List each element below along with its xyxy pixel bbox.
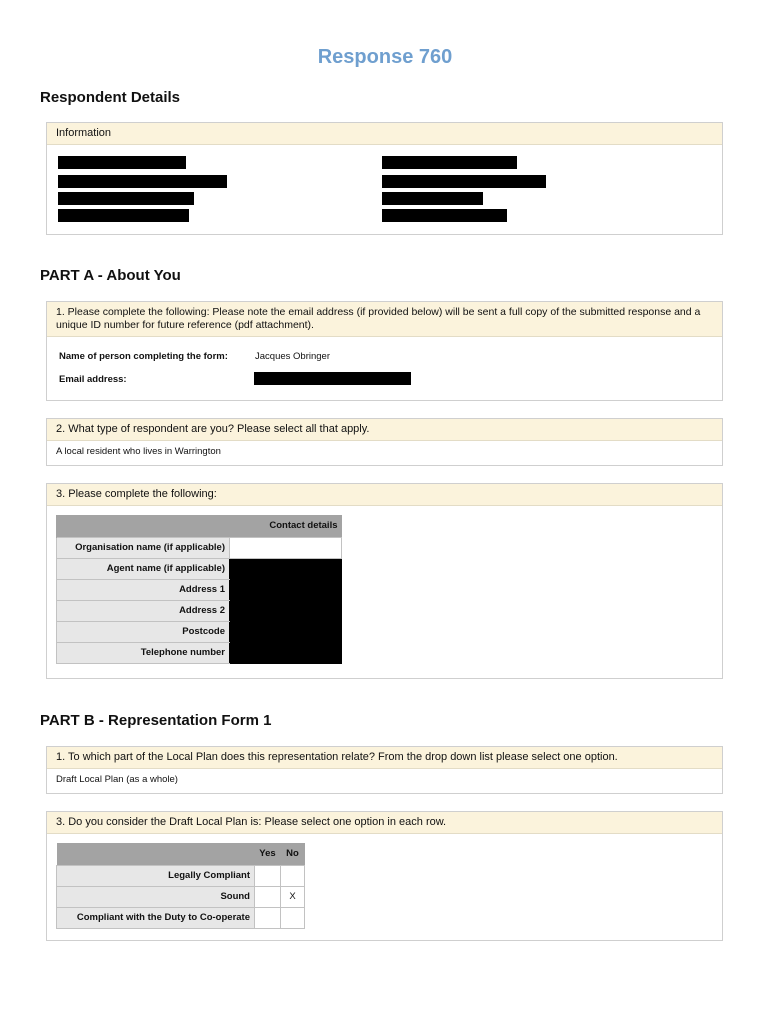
yes-cell — [255, 907, 281, 928]
no-cell: X — [281, 886, 305, 907]
redacted-cell — [230, 558, 342, 579]
redacted-block — [382, 175, 546, 188]
no-column-header: No — [281, 843, 305, 865]
row-label: Telephone number — [57, 642, 230, 663]
table-header-blank — [57, 515, 230, 537]
name-label: Name of person completing the form: — [59, 351, 228, 362]
table-row — [57, 886, 305, 907]
redacted-block — [382, 192, 483, 205]
contact-details-header: Contact details — [230, 515, 342, 537]
question-header: 1. To which part of the Local Plan does this representation relate? From the drop down list please select one option. — [47, 747, 722, 769]
question-header: 2. What type of respondent are you? Please select all that apply. — [47, 419, 722, 441]
no-cell — [281, 865, 305, 886]
answer-text: Draft Local Plan (as a whole) — [56, 774, 178, 785]
redacted-block — [382, 209, 507, 222]
part-a-question-1-panel — [46, 301, 723, 401]
redacted-cell — [230, 600, 342, 621]
table-row — [57, 558, 342, 579]
part-a-heading: PART A - About You — [40, 267, 181, 284]
row-label: Legally Compliant — [57, 865, 255, 886]
question-header: 1. Please complete the following: Please note the email address (if provided below) will be sent a full copy of the submitted response and a unique ID number for future reference (pdf attachment). — [47, 302, 722, 337]
redacted-block — [58, 175, 227, 188]
part-a-question-3-panel — [46, 483, 723, 679]
table-row — [57, 907, 305, 928]
part-a-question-2-panel — [46, 418, 723, 466]
no-cell — [281, 907, 305, 928]
part-b-question-1-panel — [46, 746, 723, 794]
redacted-cell — [230, 642, 342, 663]
panel-header: Information — [47, 123, 722, 145]
question-header: 3. Do you consider the Draft Local Plan is: Please select one option in each row. — [47, 812, 722, 834]
redacted-email — [254, 372, 411, 385]
row-label: Compliant with the Duty to Co-operate — [57, 907, 255, 928]
email-label: Email address: — [59, 374, 127, 385]
contact-value-cell — [230, 537, 342, 558]
name-value: Jacques Obringer — [255, 351, 330, 362]
row-label: Organisation name (if applicable) — [57, 537, 230, 558]
question-header: 3. Please complete the following: — [47, 484, 722, 506]
row-label: Address 1 — [57, 579, 230, 600]
table-row — [57, 537, 342, 558]
respondent-details-heading: Respondent Details — [40, 89, 181, 106]
yes-cell — [255, 886, 281, 907]
redacted-block — [58, 156, 186, 169]
row-label: Agent name (if applicable) — [57, 558, 230, 579]
yes-cell — [255, 865, 281, 886]
redacted-block — [58, 209, 189, 222]
respondent-information-panel — [46, 122, 723, 235]
page-title: Response 760 — [317, 46, 453, 68]
redacted-block — [382, 156, 517, 169]
row-label: Postcode — [57, 621, 230, 642]
plan-assessment-table — [56, 843, 305, 929]
answer-text: A local resident who lives in Warrington — [56, 446, 221, 457]
row-label: Sound — [57, 886, 255, 907]
yes-column-header: Yes — [255, 843, 281, 865]
row-label: Address 2 — [57, 600, 230, 621]
redacted-block — [58, 192, 194, 205]
table-header-blank — [57, 843, 255, 865]
part-b-question-3-panel — [46, 811, 723, 941]
table-row — [57, 642, 342, 663]
table-row — [57, 865, 305, 886]
table-row — [57, 621, 342, 642]
table-row — [57, 579, 342, 600]
contact-details-table — [56, 515, 342, 664]
part-b-heading: PART B - Representation Form 1 — [40, 712, 272, 729]
redacted-cell — [230, 579, 342, 600]
redacted-cell — [230, 621, 342, 642]
table-row — [57, 600, 342, 621]
